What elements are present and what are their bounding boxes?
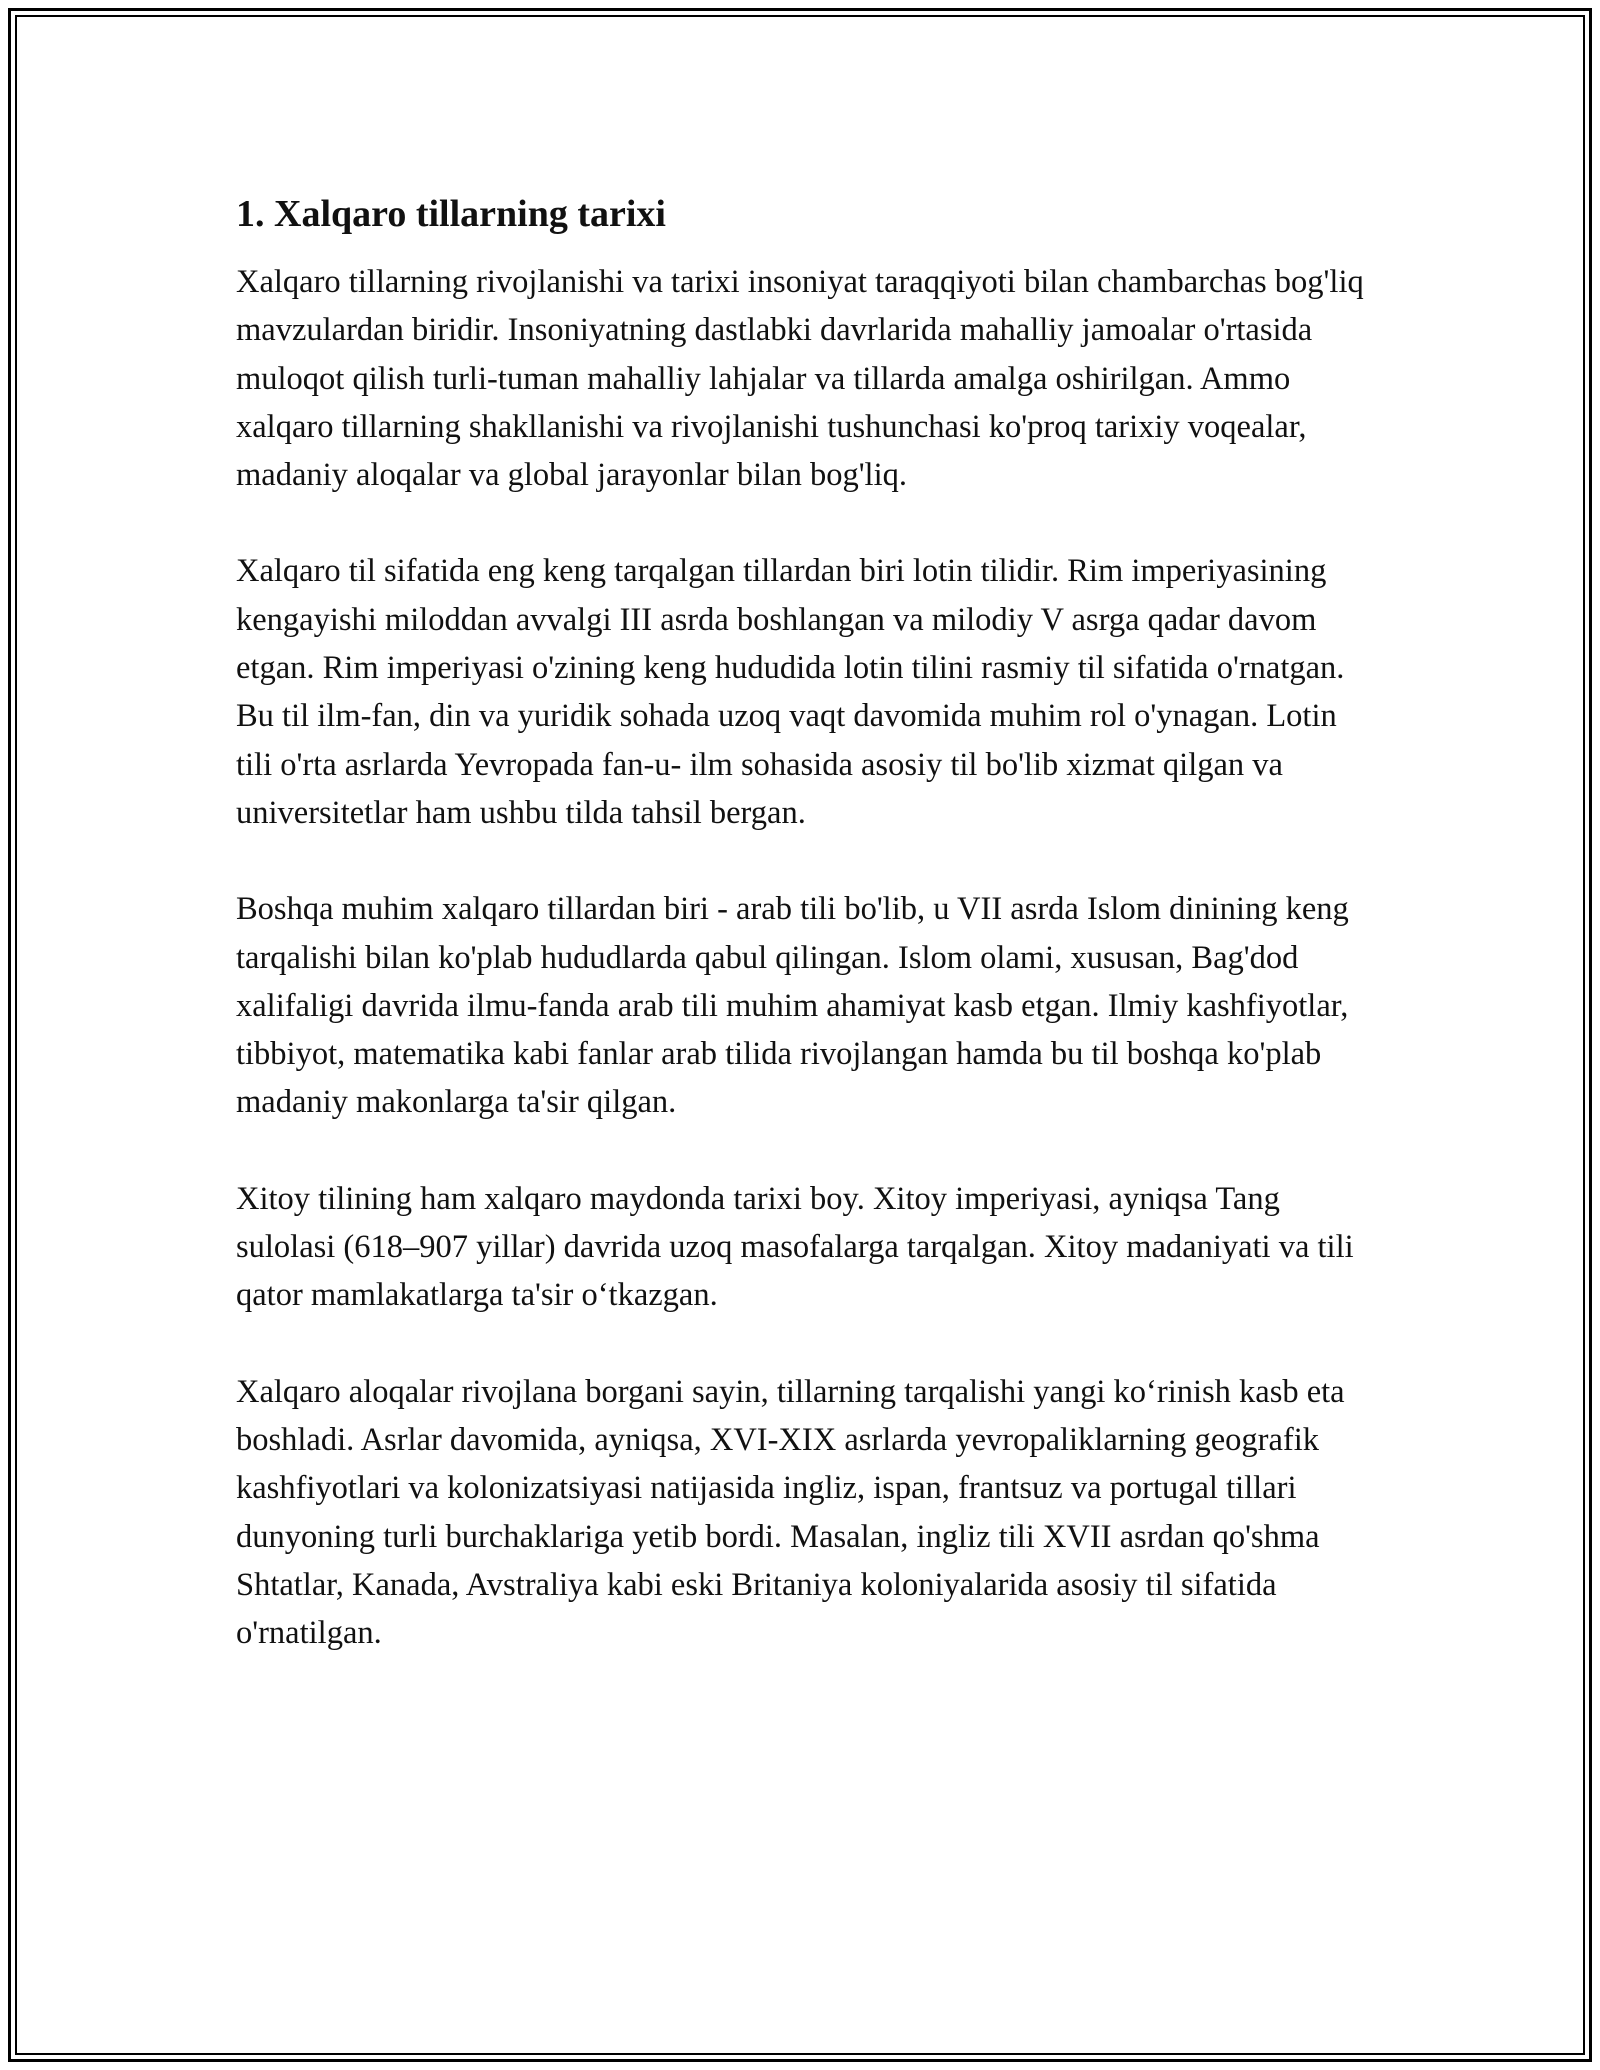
paragraph-colonial: Xalqaro aloqalar rivojlana borgani sayin, tillarning tarqalishi yangi ko‘rinish kasb eta boshladi. Asrlar davomida, ayniqsa, XVI-XIX asrlarda yevropaliklarning geografik kashfiyotlari va kolonizatsiyasi natijasida ingliz, ispan, frantsuz va portugal tillari dunyoning turli burchaklariga yetib bordi. Masalan, ingliz tili XVII asrdan qo'shma Shtatlar, Kanada, Avstraliya kabi eski Britaniya koloniyalarida asosiy til sifatida o'rnatilgan. xyxy=(236,1373,1345,1652)
paragraph-arabic: Boshqa muhim xalqaro tillardan biri - arab tili bo'lib, u VII asrda Islom dinining keng tarqalishi bilan ko'plab hududlarda qabul qilingan. Islom olami, xususan, Bag'dod xalifaligi davrida ilmu-fanda arab tili muhim ahamiyat kasb etgan. Ilmiy kashfiyotlar, tibbiyot, matematika kabi fanlar arab tilida rivojlangan hamda bu til boshqa ko'plab madaniy makonlarga ta'sir qilgan. xyxy=(236,891,1349,1121)
paragraph-intro: Xalqaro tillarning rivojlanishi va tarixi insoniyat taraqqiyoti bilan chambarchas bog'liq mavzulardan biridir. Insoniyatning dastlabki davrlarida mahalliy jamoalar o'rtasida muloqot qilish turli-tuman mahalliy lahjalar va tillarda amalga oshirilgan. Ammo xalqaro tillarning shakllanishi va rivojlanishi tushunchasi ko'proq tarixiy voqealar, madaniy aloqalar va global jarayonlar bilan bog'liq. xyxy=(236,264,1364,494)
paragraph-chinese: Xitoy tilining ham xalqaro maydonda tarixi boy. Xitoy imperiyasi, ayniqsa Tang sulolasi (618–907 yillar) davrida uzoq masofalarga tarqalgan. Xitoy madaniyati va tili qator mamlakatlarga ta'sir o‘tkazgan. xyxy=(236,1180,1354,1314)
section-heading: 1. Xalqaro tillarning tarixi xyxy=(236,193,666,235)
document-body xyxy=(236,186,1376,1705)
paragraph-latin: Xalqaro til sifatida eng keng tarqalgan tillardan biri lotin tilidir. Rim imperiyasining kengayishi miloddan avvalgi III asrda boshlangan va milodiy V asrga qadar davom etgan. Rim imperiyasi o'zining keng hududida lotin tilini rasmiy til sifatida o'rnatgan. Bu til ilm-fan, din va yuridik sohada uzoq vaqt davomida muhim rol o'ynagan. Lotin tili o'rta asrlarda Yevropada fan-u- ilm sohasida asosiy til bo'lib xizmat qilgan va universitetlar ham ushbu tilda tahsil bergan. xyxy=(236,553,1345,831)
